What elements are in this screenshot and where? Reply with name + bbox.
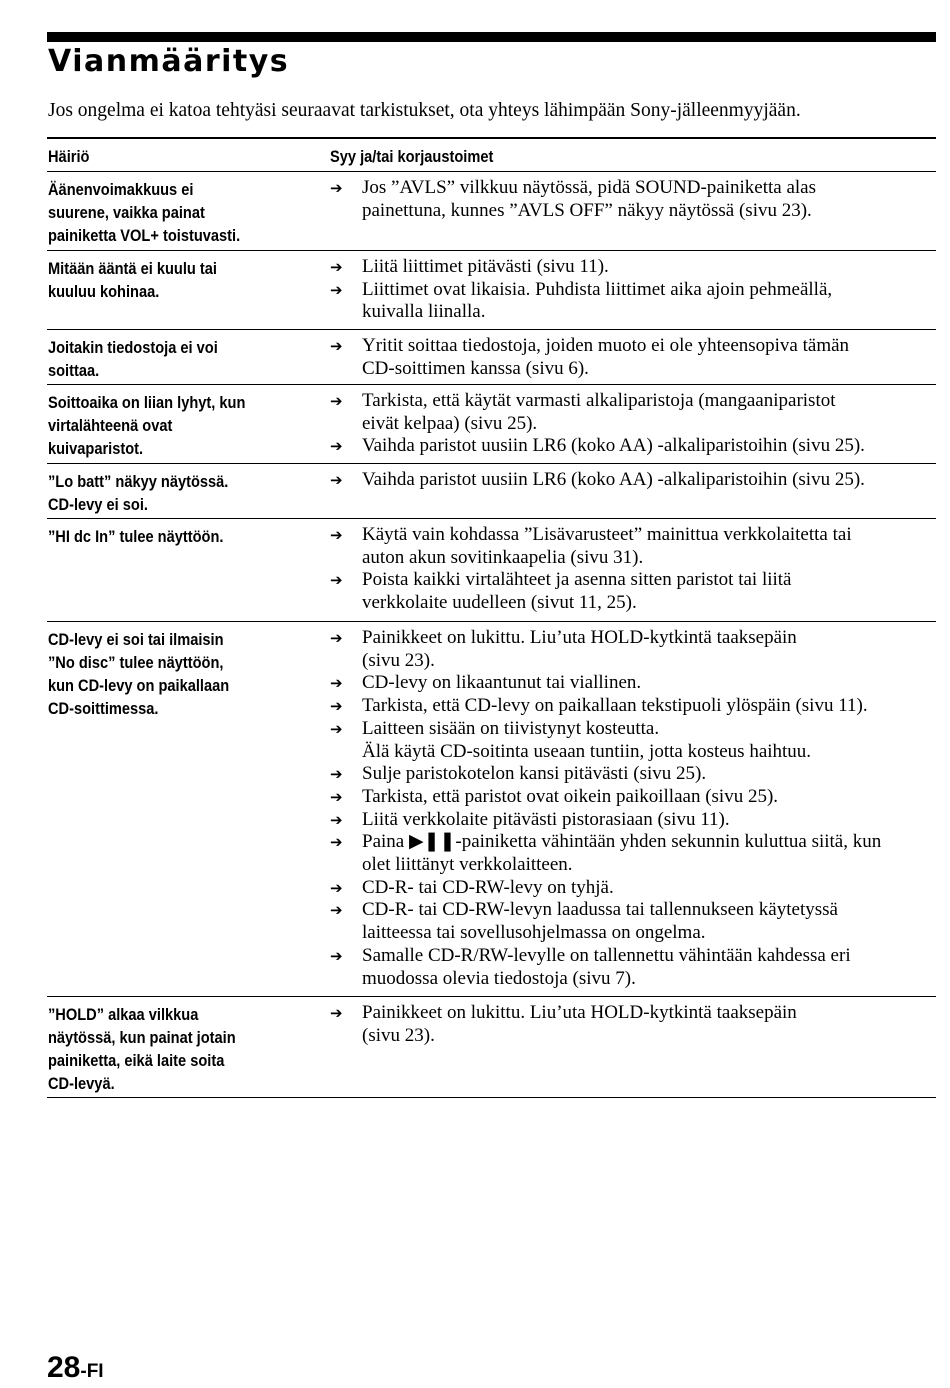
arrow-right-icon: ➔: [330, 765, 343, 784]
table-row: [47, 464, 936, 519]
solution-line: Paina ▶❚❚-painiketta vähintään yhden sekunnin kuluttua siitä, kun: [362, 831, 882, 853]
solution-item: [330, 256, 936, 279]
table-row: [47, 622, 936, 997]
solution-item: [330, 718, 936, 763]
solution-cell: [330, 524, 936, 615]
problem-cell: [48, 470, 280, 516]
solution-item: [330, 524, 936, 569]
solution-line: Samalle CD-R/RW-levylle on tallennettu vähintään kahdessa eri: [362, 944, 851, 966]
page-number: 28: [47, 1351, 81, 1384]
header-solution: Syy ja/tai korjaustoimet: [330, 147, 494, 166]
troubleshooting-table: [47, 137, 936, 1098]
solution-item: [330, 672, 936, 695]
solution-line: CD-R- tai CD-RW-levyn laadussa tai tallennukseen käytetyssä: [362, 899, 838, 921]
solution-line: painettuna, kunnes ”AVLS OFF” näkyy näytössä (sivu 23).: [362, 199, 812, 221]
arrow-right-icon: ➔: [330, 1004, 343, 1022]
problem-line: painiketta VOL+ toistuvasti.: [48, 226, 241, 245]
solution-line: CD-R- tai CD-RW-levy on tyhjä.: [362, 876, 614, 898]
problem-line: kun CD-levy on paikallaan: [48, 676, 230, 695]
problem-line: virtalähteenä ovat: [48, 416, 173, 435]
arrow-right-icon: ➔: [330, 437, 343, 456]
table-row: [47, 997, 936, 1098]
arrow-right-icon: ➔: [330, 787, 343, 806]
solution-line: Poista kaikki virtalähteet ja asenna sitten paristot tai liitä: [362, 569, 792, 591]
solution-line: (sivu 23).: [362, 649, 435, 671]
arrow-right-icon: ➔: [330, 833, 343, 852]
solution-item: [330, 945, 936, 990]
solution-item: [330, 763, 936, 786]
solution-item: [330, 899, 936, 944]
solution-line: Liittimet ovat likaisia. Puhdista liittimet aika ajoin pehmeällä,: [362, 278, 833, 300]
problem-line: painiketta, eikä laite soita: [48, 1051, 225, 1070]
problem-cell: [48, 336, 280, 382]
problem-line: CD-soittimessa.: [48, 699, 159, 718]
arrow-right-icon: ➔: [330, 946, 343, 965]
solution-line: Sulje paristokotelon kansi pitävästi (sivu 25).: [362, 763, 707, 785]
arrow-right-icon: ➔: [330, 697, 343, 716]
problem-line: ”HI dc In” tulee näyttöön.: [48, 527, 224, 546]
solution-cell: [330, 469, 936, 492]
solution-cell: [330, 335, 936, 380]
intro-text: Jos ongelma ei katoa tehtyäsi seuraavat tarkistukset, ota yhteys lähimpään Sony-jälleenmyyjään.: [48, 100, 801, 121]
arrow-right-icon: ➔: [330, 258, 343, 276]
page-suffix: -FI: [80, 1361, 104, 1382]
solution-line: (sivu 23).: [362, 1024, 435, 1046]
table-body: [47, 172, 936, 1098]
solution-line: Tarkista, että CD-levy on paikallaan tekstipuoli ylöspäin (sivu 11).: [362, 695, 868, 717]
table-row: [47, 519, 936, 622]
page-title: Vianmääritys: [48, 44, 290, 79]
solution-line: Jos ”AVLS” vilkkuu näytössä, pidä SOUND-painiketta alas: [362, 177, 817, 198]
problem-line: kuuluu kohinaa.: [48, 282, 160, 301]
solution-line: olet liittänyt verkkolaitteen.: [362, 854, 573, 876]
problem-line: suurene, vaikka painat: [48, 203, 205, 222]
table-row: [47, 251, 936, 330]
solution-item: [330, 831, 936, 876]
arrow-right-icon: ➔: [330, 280, 343, 299]
arrow-right-icon: ➔: [330, 719, 343, 738]
header-problem: Häiriö: [48, 147, 90, 166]
solution-item: [330, 877, 936, 900]
table-row: [47, 172, 936, 251]
problem-line: ”Lo batt” näkyy näytössä.: [48, 472, 229, 491]
solution-line: Vaihda paristot uusiin LR6 (koko AA) -alkaliparistoihin (sivu 25).: [362, 469, 865, 490]
solution-line: Tarkista, että käytät varmasti alkaliparistoja (mangaaniparistot: [362, 390, 836, 411]
solution-cell: [330, 390, 936, 458]
problem-cell: [48, 1003, 280, 1095]
solution-line: Käytä vain kohdassa ”Lisävarusteet” mainittua verkkolaitetta tai: [362, 524, 852, 545]
problem-cell: [48, 628, 280, 720]
solution-line: Vaihda paristot uusiin LR6 (koko AA) -alkaliparistoihin (sivu 25).: [362, 435, 865, 457]
solution-item: [330, 786, 936, 809]
solution-item: [330, 809, 936, 832]
problem-line: ”No disc” tulee näyttöön,: [48, 653, 224, 672]
problem-line: Joitakin tiedostoja ei voi: [48, 338, 218, 357]
solution-line: verkkolaite uudelleen (sivut 11, 25).: [362, 592, 637, 614]
table-row: [47, 385, 936, 464]
arrow-right-icon: ➔: [330, 179, 343, 197]
problem-line: soittaa.: [48, 361, 100, 380]
solution-line: laitteessa tai sovellusohjelmassa on ongelma.: [362, 922, 706, 944]
problem-line: ”HOLD” alkaa vilkkua: [48, 1005, 199, 1024]
problem-line: Mitään ääntä ei kuulu tai: [48, 259, 217, 278]
solution-cell: [330, 1002, 936, 1047]
solution-line: Painikkeet on lukittu. Liu’uta HOLD-kytkintä taaksepäin: [362, 1002, 797, 1023]
solution-cell: [330, 177, 936, 222]
solution-line: Liitä liittimet pitävästi (sivu 11).: [362, 256, 609, 277]
arrow-right-icon: ➔: [330, 629, 343, 647]
problem-cell: [48, 391, 280, 460]
solution-cell: [330, 627, 936, 990]
solution-item: [330, 279, 936, 324]
solution-line: Tarkista, että paristot ovat oikein paikoillaan (sivu 25).: [362, 785, 779, 807]
arrow-right-icon: ➔: [330, 526, 343, 544]
problem-cell: [48, 257, 280, 303]
solution-line: CD-soittimen kanssa (sivu 6).: [362, 357, 589, 379]
solution-item: [330, 695, 936, 718]
solution-item: [330, 569, 936, 614]
arrow-right-icon: ➔: [330, 810, 343, 829]
solution-line: kuivalla liinalla.: [362, 301, 486, 323]
solution-item: [330, 1002, 936, 1047]
solution-item: [330, 390, 936, 435]
table-row: [47, 330, 936, 385]
problem-line: Soittoaika on liian lyhyt, kun: [48, 393, 246, 412]
problem-line: CD-levy ei soi.: [48, 495, 148, 514]
solution-line: Älä käytä CD-soitinta useaan tuntiin, jotta kosteus haihtuu.: [362, 740, 812, 762]
solution-item: [330, 469, 936, 492]
problem-cell: [48, 178, 280, 247]
solution-line: Painikkeet on lukittu. Liu’uta HOLD-kytkintä taaksepäin: [362, 627, 797, 648]
arrow-right-icon: ➔: [330, 337, 343, 355]
arrow-right-icon: ➔: [330, 471, 343, 489]
problem-line: CD-levy ei soi tai ilmaisin: [48, 630, 224, 649]
arrow-right-icon: ➔: [330, 901, 343, 920]
problem-line: näytössä, kun painat jotain: [48, 1028, 236, 1047]
solution-item: [330, 435, 936, 458]
solution-cell: [330, 256, 936, 324]
solution-line: Laitteen sisään on tiivistynyt kosteutta.: [362, 717, 660, 739]
solution-item: [330, 627, 936, 672]
arrow-right-icon: ➔: [330, 392, 343, 410]
table-header-row: [47, 139, 936, 172]
solution-item: [330, 177, 936, 222]
arrow-right-icon: ➔: [330, 674, 343, 693]
arrow-right-icon: ➔: [330, 571, 343, 590]
problem-line: kuivaparistot.: [48, 439, 144, 458]
solution-line: Liitä verkkolaite pitävästi pistorasiaan (sivu 11).: [362, 808, 730, 830]
problem-line: Äänenvoimakkuus ei: [48, 180, 194, 199]
solution-line: Yritit soittaa tiedostoja, joiden muoto ei ole yhteensopiva tämän: [362, 335, 850, 356]
arrow-right-icon: ➔: [330, 878, 343, 897]
title-rule: [47, 32, 936, 42]
page-footer: [47, 1348, 104, 1388]
problem-cell: [48, 525, 280, 548]
solution-line: muodossa olevia tiedostoja (sivu 7).: [362, 967, 636, 989]
problem-line: CD-levyä.: [48, 1074, 115, 1093]
solution-line: auton akun sovitinkaapelia (sivu 31).: [362, 546, 644, 568]
solution-item: [330, 335, 936, 380]
solution-line: CD-levy on likaantunut tai viallinen.: [362, 672, 642, 694]
solution-line: eivät kelpaa) (sivu 25).: [362, 412, 538, 434]
